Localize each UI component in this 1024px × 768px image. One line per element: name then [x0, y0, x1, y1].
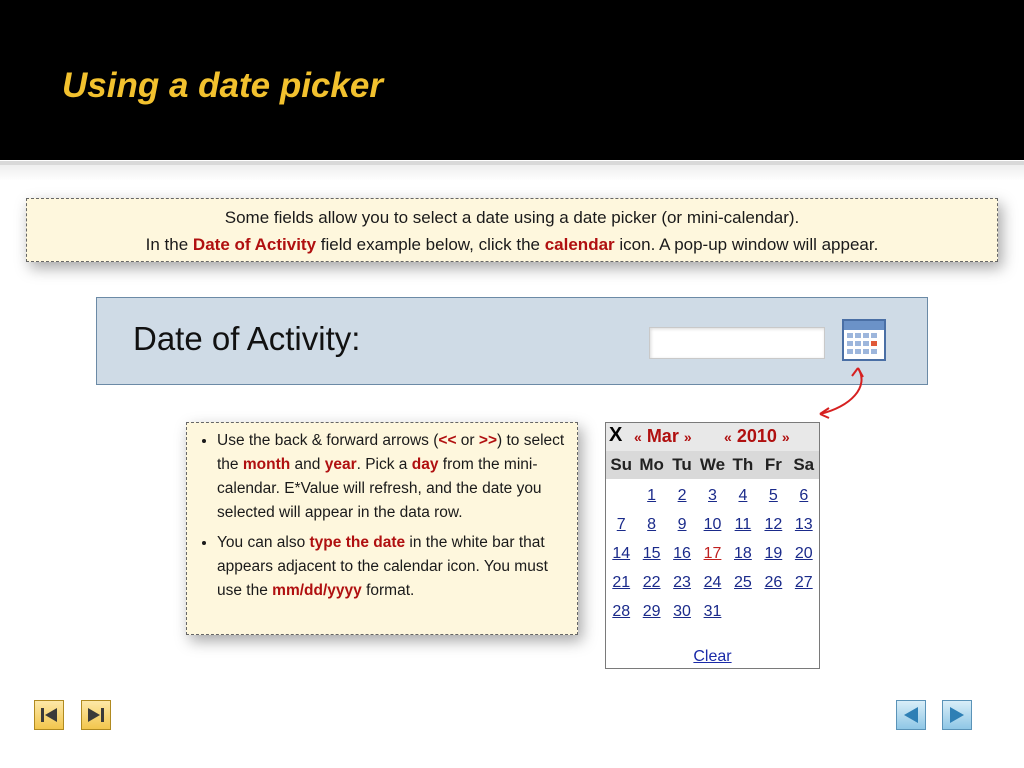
- weekday-label: We: [699, 455, 726, 474]
- next-year-button[interactable]: »: [781, 429, 790, 445]
- prev-month-button[interactable]: «: [634, 429, 642, 445]
- intro-highlight-calendar: calendar: [544, 235, 615, 254]
- calendar-day[interactable]: 20: [794, 545, 813, 562]
- calendar-year: 2010: [736, 426, 777, 446]
- previous-icon[interactable]: [896, 700, 926, 730]
- calendar-day[interactable]: 10: [703, 516, 722, 533]
- instruction-text: from the mini-calendar. E*Value will refresh, and the date you selected will appear in the data row.: [217, 456, 542, 521]
- date-of-activity-input[interactable]: [649, 327, 825, 359]
- instruction-text: You can also: [217, 534, 310, 551]
- intro-text: In the: [145, 235, 193, 254]
- calendar-day[interactable]: 25: [734, 574, 752, 591]
- weekday-label: Th: [732, 455, 754, 474]
- year-navigator: [724, 426, 790, 447]
- intro-callout: [26, 198, 998, 262]
- slide-header: [0, 0, 1024, 160]
- calendar-day[interactable]: 7: [616, 516, 626, 533]
- calendar-day[interactable]: 14: [612, 545, 631, 562]
- instruction-text: or: [456, 432, 479, 449]
- date-of-activity-panel: [96, 297, 928, 385]
- skip-forward-icon[interactable]: [81, 700, 111, 730]
- calendar-clear-link[interactable]: Clear: [693, 648, 732, 665]
- calendar-day-grid: [606, 483, 819, 625]
- header-shadow: [0, 165, 1024, 181]
- instruction-text: format.: [361, 582, 415, 599]
- next-icon[interactable]: [942, 700, 972, 730]
- instruction-highlight: year: [324, 456, 357, 473]
- calendar-day[interactable]: 9: [677, 516, 687, 533]
- calendar-close-button[interactable]: X: [609, 424, 623, 446]
- intro-text: icon. A pop-up window will appear.: [614, 235, 879, 254]
- calendar-day[interactable]: 22: [642, 574, 661, 591]
- instruction-text: and: [290, 456, 325, 473]
- calendar-day[interactable]: 27: [794, 574, 813, 591]
- calendar-day[interactable]: 2: [677, 487, 687, 504]
- calendar-header: [606, 423, 819, 451]
- date-of-activity-label: Date of Activity:: [133, 320, 361, 357]
- skip-back-icon[interactable]: [34, 700, 64, 730]
- pointer-arrow: [810, 362, 870, 422]
- calendar-day[interactable]: 1: [647, 487, 657, 504]
- calendar-day[interactable]: 17: [703, 545, 722, 562]
- instruction-highlight: >>: [478, 432, 498, 449]
- instruction-text: ) to select the: [217, 432, 565, 473]
- calendar-day[interactable]: 4: [738, 487, 748, 504]
- calendar-day[interactable]: 12: [764, 516, 783, 533]
- prev-year-button[interactable]: «: [724, 429, 732, 445]
- calendar-day[interactable]: 5: [768, 487, 778, 504]
- weekday-label: Sa: [793, 455, 815, 474]
- calendar-month: Mar: [646, 426, 679, 446]
- weekday-label: Su: [610, 455, 633, 474]
- calendar-day[interactable]: 13: [794, 516, 813, 533]
- calendar-day[interactable]: 26: [764, 574, 783, 591]
- weekday-label: Mo: [639, 455, 664, 474]
- calendar-day[interactable]: 19: [764, 545, 783, 562]
- slide-title: Using a date picker: [62, 66, 383, 105]
- month-navigator: [634, 426, 692, 447]
- calendar-icon[interactable]: [842, 319, 886, 361]
- instruction-highlight: mm/dd/yyyy: [272, 582, 362, 599]
- calendar-day[interactable]: 18: [734, 545, 752, 562]
- instruction-text: in the white bar that appears adjacent to the calendar icon. You must use the: [217, 534, 548, 599]
- calendar-day[interactable]: 6: [799, 487, 809, 504]
- calendar-day[interactable]: 15: [642, 545, 661, 562]
- weekday-label: Fr: [764, 455, 782, 474]
- calendar-day[interactable]: 30: [673, 603, 691, 620]
- next-month-button[interactable]: »: [683, 429, 692, 445]
- calendar-day[interactable]: 23: [673, 574, 691, 591]
- instructions-list: [199, 429, 569, 603]
- instruction-highlight: <<: [438, 432, 457, 449]
- instruction-text: Use the back & forward arrows (: [217, 432, 439, 449]
- calendar-day[interactable]: 3: [708, 487, 717, 504]
- calendar-day[interactable]: 31: [703, 603, 722, 620]
- instruction-item: [217, 429, 569, 525]
- mini-calendar-popup: [605, 422, 820, 669]
- instruction-highlight: type the date: [309, 534, 406, 551]
- calendar-day[interactable]: 28: [612, 603, 631, 620]
- instruction-highlight: month: [242, 456, 291, 473]
- calendar-day[interactable]: 16: [673, 545, 691, 562]
- calendar-day[interactable]: 8: [647, 516, 657, 533]
- calendar-day[interactable]: 11: [734, 516, 752, 533]
- instructions-callout: [186, 422, 578, 635]
- calendar-day[interactable]: 24: [703, 574, 722, 591]
- calendar-day[interactable]: 29: [642, 603, 661, 620]
- intro-highlight-field: Date of Activity: [192, 235, 317, 254]
- weekday-header: [606, 451, 819, 479]
- instruction-text: . Pick a: [356, 456, 412, 473]
- instruction-item: [217, 531, 569, 603]
- intro-line-1: Some fields allow you to select a date using a date picker (or mini-calendar).: [224, 208, 800, 227]
- intro-line-2: [27, 231, 997, 258]
- intro-text: field example below, click the: [316, 235, 545, 254]
- instruction-highlight: day: [411, 456, 439, 473]
- calendar-day[interactable]: 21: [612, 574, 631, 591]
- weekday-label: Tu: [672, 455, 692, 474]
